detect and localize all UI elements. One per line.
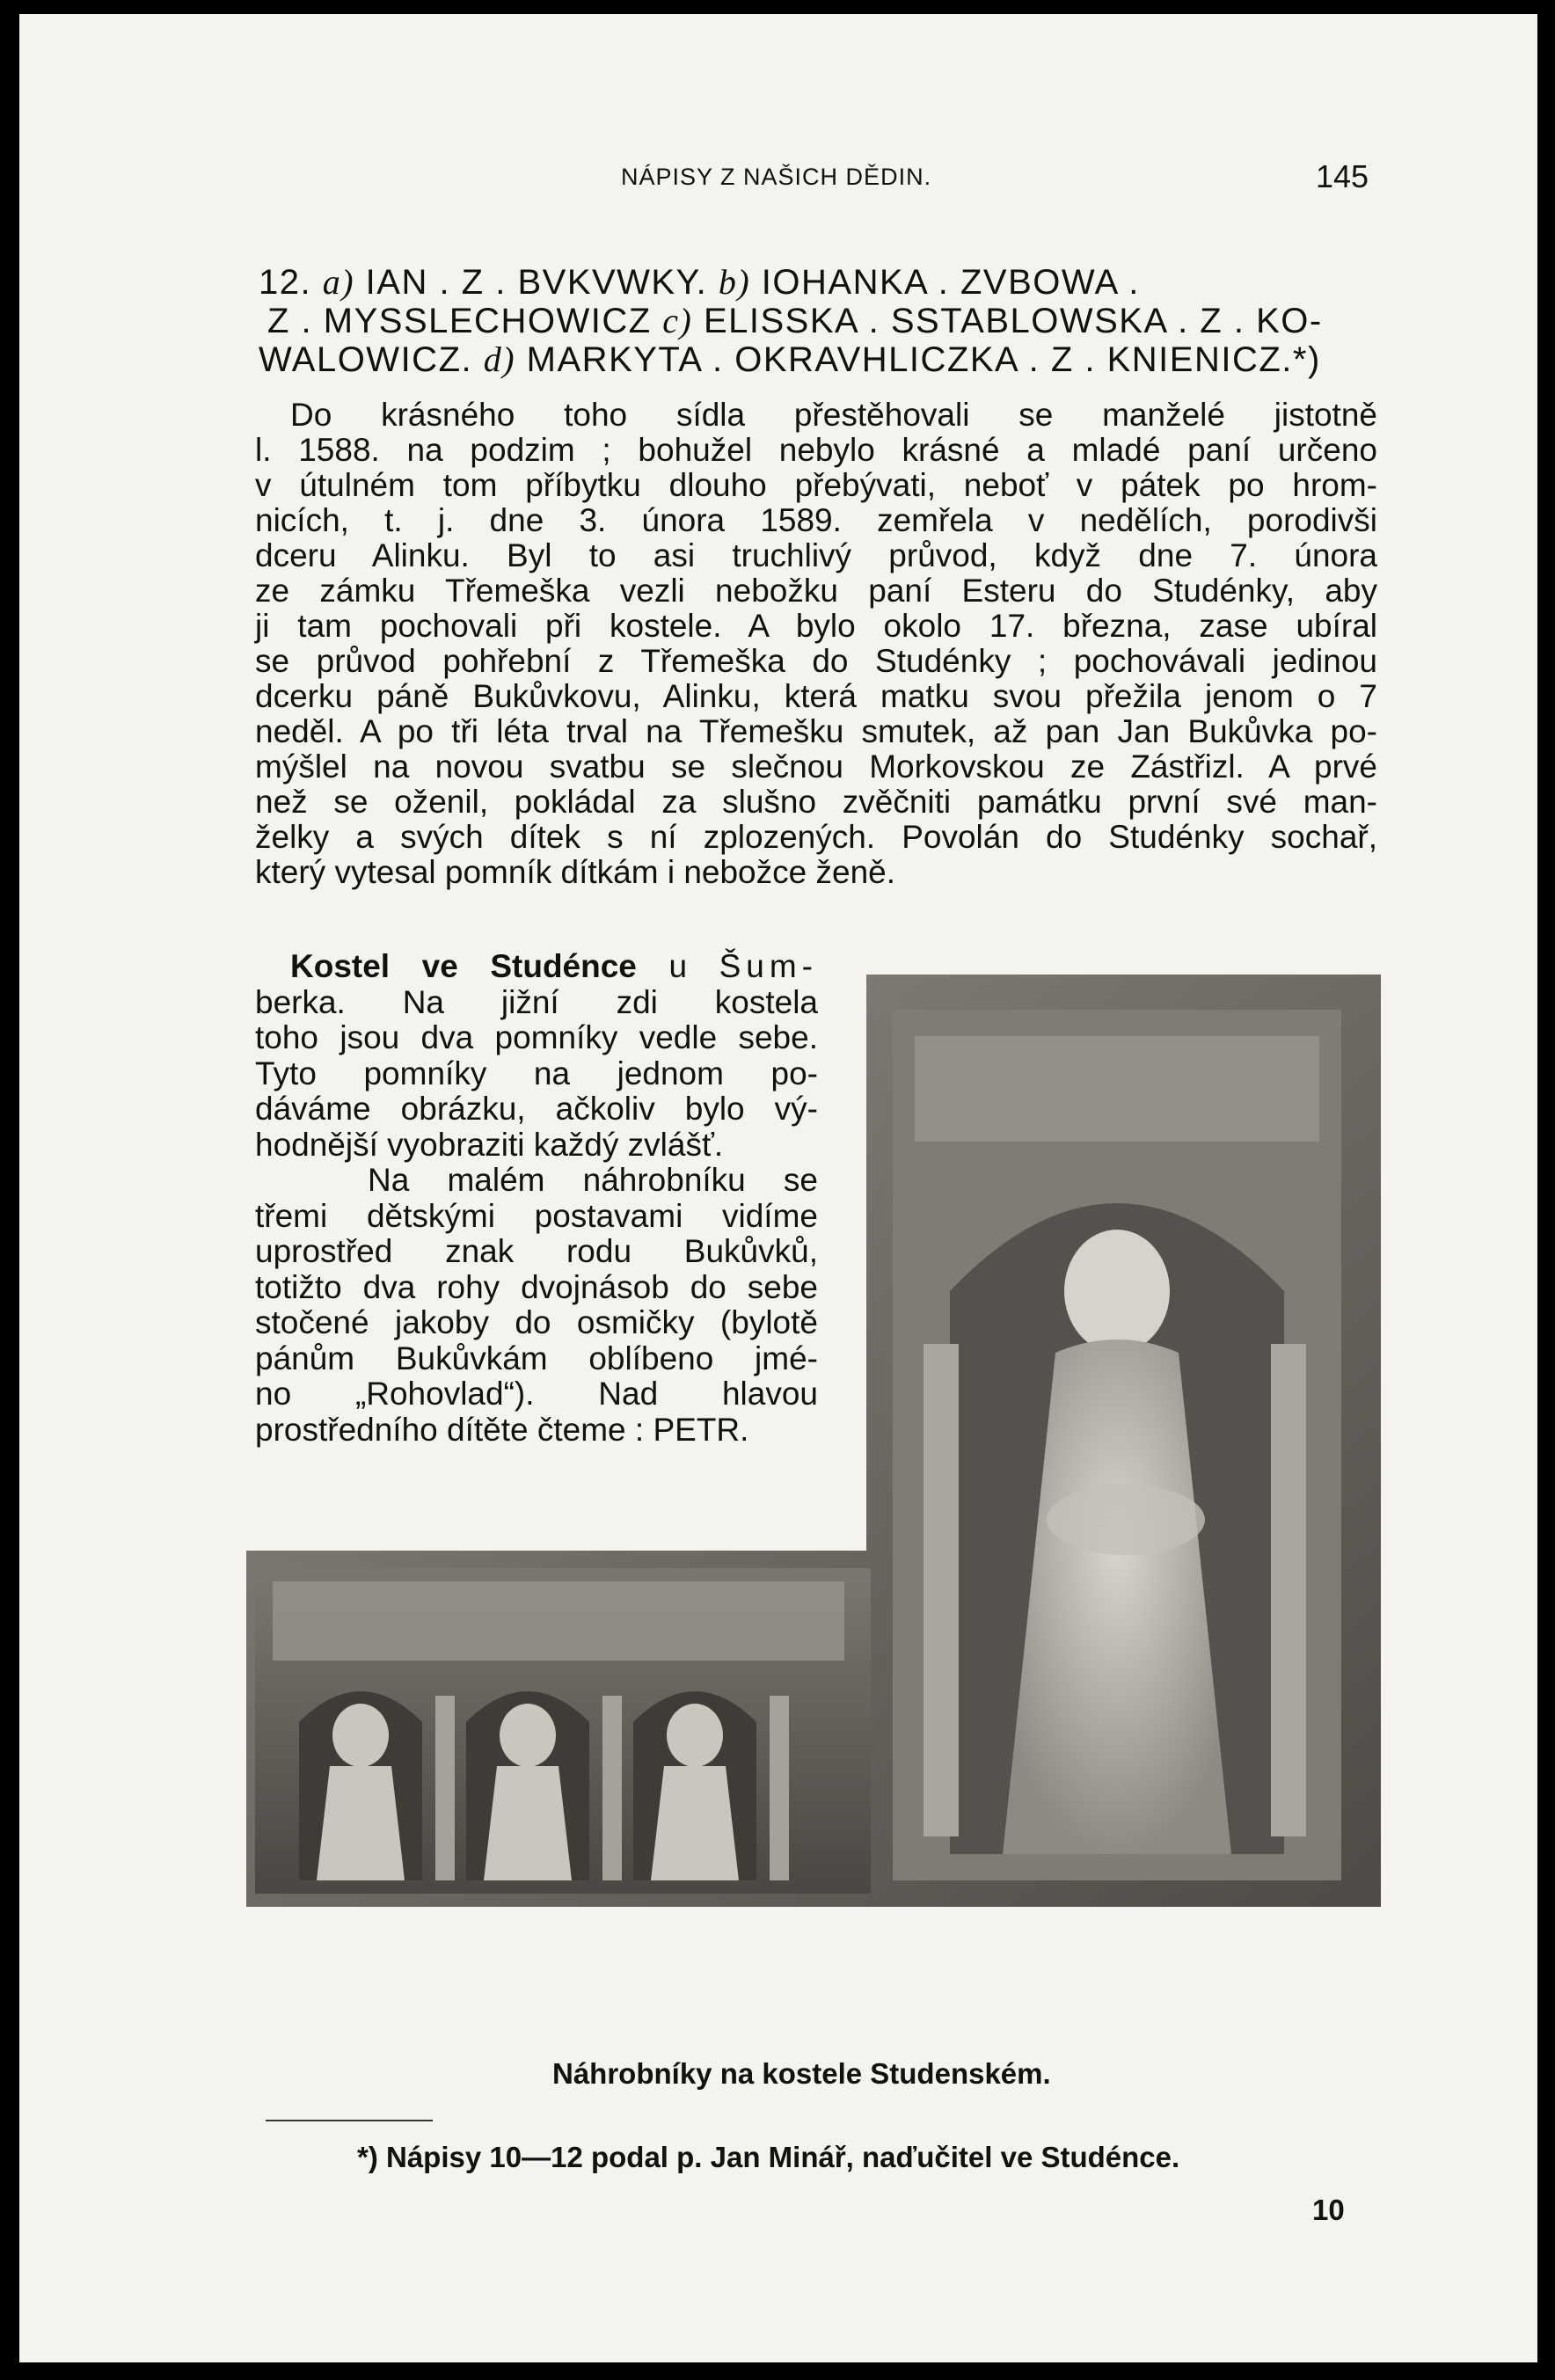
running-header: NÁPISY Z NAŠICH DĚDIN. [621,164,932,190]
footnote: *) Nápisy 10—12 podal p. Jan Minář, naďučitel ve Studénce. [357,2141,1180,2173]
text-line: hodnější vyobraziti každý zvlášť. [255,1126,724,1163]
section-heading: Kostel ve Studénce [290,948,637,984]
column-right [1271,1344,1306,1836]
small-tombstone-inscription-panel [273,1581,844,1661]
woman-head [1064,1230,1170,1353]
text-line: než se oženil, pokládal za slušno zvěčniti památku první své man- [255,784,1377,820]
text-line: dceru Alinku. Byl to asi truchlivý průvod, když dne 7. února [255,537,1377,573]
inscription-line-3: WALOWICZ. d) MARKYTA . OKRAVHLICZKA . Z . KNIENICZ.*) [259,339,1321,379]
text-line: mýšlel na novou svatbu se slečnou Morkovskou ze Zástřizl. A prvé [255,748,1377,785]
column-left [924,1344,959,1836]
inscription-line-2: Z . MYSSLECHOWICZ c) ELISSKA . SSTABLOWSKA . Z . KO- [267,301,1323,340]
text-line: Do krásného toho sídla přestěhovali se manželé jistotně [290,397,1377,433]
text-line: prostředního dítěte čteme : PETR. [255,1411,749,1448]
text-line: dáváme obrázku, ačkoliv bylo vý- [255,1091,818,1127]
text-line: pánům Bukůvkám oblíbeno jmé- [255,1340,818,1376]
inscription-line-1: 12. a) IAN . Z . BVKVWKY. b) IOHANKA . ZVBOWA . [259,262,1140,302]
text-line: Na malém náhrobníku se [368,1162,818,1198]
section-heading-line: Kostel ve Studénce u Šum- [290,948,818,984]
text-line: v útulném tom příbytku dlouho přebývati, neboť v pátek po hrom- [255,467,1377,503]
paragraph-1 [255,398,1377,890]
footnote-divider [266,2120,433,2121]
text-line: totižto dva rohy dvojnásob do sebe [255,1268,818,1305]
page [19,14,1537,2362]
signature-mark: 10 [1312,2194,1345,2226]
text-line: Tyto pomníky na jednom po- [255,1055,818,1091]
tombstones-photo [246,975,1390,2030]
page-number: 145 [1316,158,1369,194]
text-line: nicích, t. j. dne 3. února 1589. zemřela v nedělích, porodivši [255,502,1377,538]
text-line: ze zámku Třemeška vezli nebožku paní Esteru do Studénky, aby [255,573,1377,609]
text-line: toho jsou dva pomníky vedle sebe. [255,1019,818,1055]
text-line: uprostřed znak rodu Bukůvků, [255,1233,818,1269]
text-line: l. 1588. na podzim ; bohužel nebylo krásné a mladé paní určeno [255,432,1377,468]
text-line: dcerku páně Bukůvkovu, Alinku, která matku svou přežila jenom o 7 [255,678,1377,714]
figure-caption: Náhrobníky na kostele Studenském. [552,2057,1051,2090]
text-line: berka. Na jižní zdi kostela [255,983,818,1020]
text-line: který vytesal pomník dítkám i nebožce ženě. [255,854,896,890]
text-line: stočené jakoby do osmičky (bylotě [255,1304,818,1340]
text-line: se průvod pohřební z Třemeška do Studénky ; pochovávali jedinou [255,643,1377,679]
text-line: neděl. A po tři léta trval na Třemešku smutek, až pan Jan Bukůvka po- [255,713,1377,749]
text-line: no „Rohovlad“). Nad hlavou [255,1376,818,1412]
text-line: želky a svých dítek s ní zplozených. Povolán do Studénky sochař, [255,819,1377,855]
text-line: třemi dětskými postavami vidíme [255,1197,818,1234]
child-figures [317,1704,739,1880]
text-line: ji tam pochovali při kostele. A bylo okolo 17. března, zase ubíral [255,608,1377,644]
